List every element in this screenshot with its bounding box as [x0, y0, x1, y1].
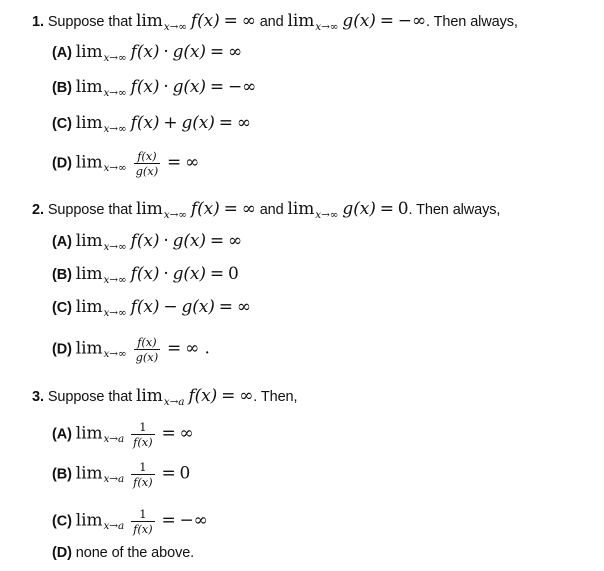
question-prompt: Suppose that [47, 14, 133, 30]
question-2-option-a: (A) $\lim_{x\to\infty} f(x) \cdot g(x)$ = ∞ [52, 231, 243, 253]
question-3-option-b: (B) $\lim_{x\to a}$ $\frac{1}{f(x)}$ = 0 [52, 460, 191, 489]
question-2-option-c: (C) $\lim_{x\to\infty} f(x) - g(x)$ = ∞ [52, 297, 251, 319]
question-1-option-d: (D) $\lim_{x\to\infty}$ $\frac{f(x)}{g(x)}$ = ∞ [52, 149, 200, 178]
question-3-stem: 3. Suppose that $\lim_{x\to a} f(x)$ = ∞. Then, [32, 386, 298, 408]
fraction: $\frac{f(x)}{g(x)}$ [135, 335, 159, 364]
question-3-option-a: (A) $\lim_{x\to a}$ $\frac{1}{f(x)}$ = ∞ [52, 420, 194, 449]
question-1-stem: 1. Suppose that $\lim_{x\to\infty} f(x)$ = ∞ and $\lim_{x\to\infty} g(x)$ = −∞. Then always, [32, 11, 518, 33]
question-1-option-a: (A) $\lim_{x\to\infty} f(x) \cdot g(x)$ = ∞ [52, 42, 243, 64]
question-2-stem: 2. Suppose that $\lim_{x\to\infty} f(x)$ = ∞ and $\lim_{x\to\infty} g(x) = 0$. Then always, [32, 199, 501, 221]
question-2-option-d: (D) $\lim_{x\to\infty}$ $\frac{f(x)}{g(x)}$ = ∞ . [52, 335, 210, 364]
fraction: $\frac{1}{f(x)}$ [133, 460, 153, 489]
fraction: $\frac{f(x)}{g(x)}$ [135, 149, 159, 178]
fraction: $\frac{1}{f(x)}$ [133, 507, 153, 536]
question-number: 2. [32, 202, 44, 218]
question-3-option-c: (C) $\lim_{x\to a}$ $\frac{1}{f(x)}$ = −∞ [52, 507, 208, 536]
fraction: $\frac{1}{f(x)}$ [133, 420, 153, 449]
question-prompt: Suppose that [47, 202, 133, 218]
question-number: 1. [32, 14, 44, 30]
question-1-option-b: (B) $\lim_{x\to\infty} f(x) \cdot g(x)$ = −∞ [52, 77, 257, 99]
question-3-option-d: (D) none of the above. [52, 545, 195, 561]
question-1-option-c: (C) $\lim_{x\to\infty} f(x) + g(x)$ = ∞ [52, 113, 251, 135]
question-number: 3. [32, 389, 44, 405]
question-2-option-b: (B) $\lim_{x\to\infty} f(x) \cdot g(x) = 0$ [52, 264, 239, 286]
question-prompt: Suppose that [47, 389, 133, 405]
